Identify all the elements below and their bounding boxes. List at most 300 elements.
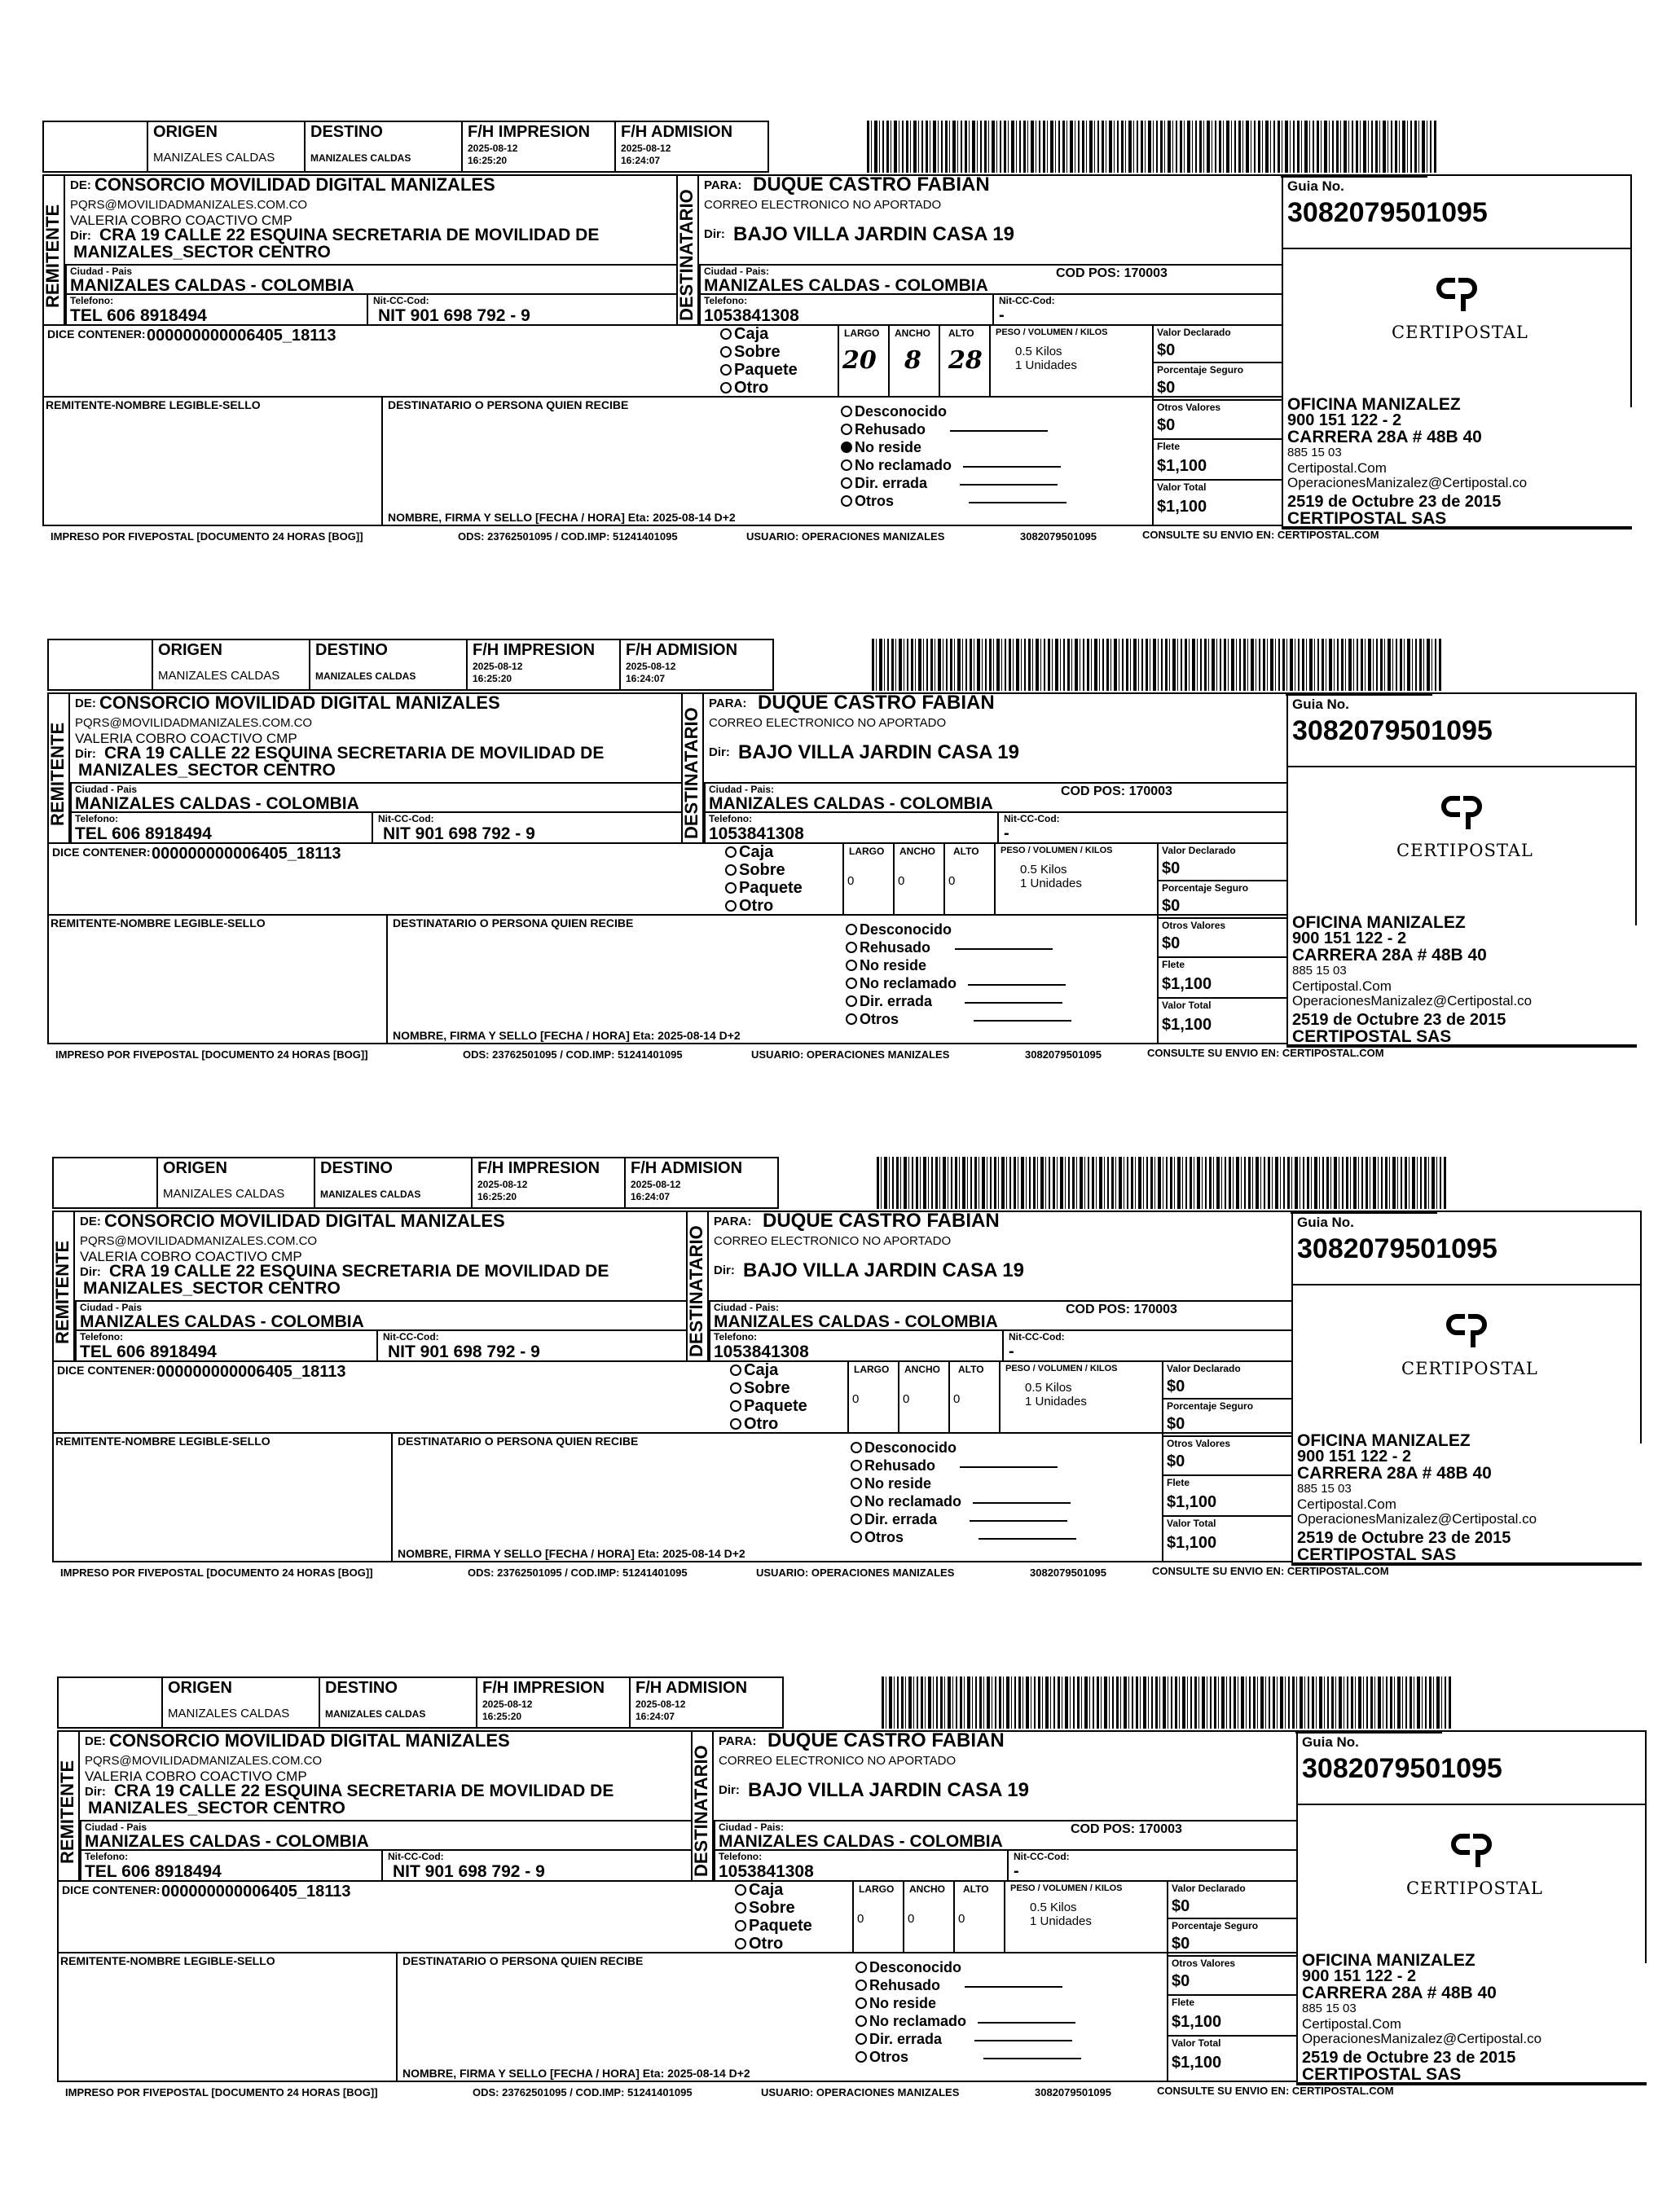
otros-valores-label: Otros Valores — [1167, 1438, 1231, 1449]
ancho-label: ANCHO — [904, 1364, 940, 1375]
fh-admision-time: 16:24:07 — [621, 155, 661, 166]
dest-ciudad-label: Ciudad - Pais: — [709, 784, 775, 795]
ancho-label: ANCHO — [895, 327, 930, 339]
destinatario-recibe-label: DESTINATARIO O PERSONA QUIEN RECIBE — [398, 1435, 639, 1448]
dest-email: CORREO ELECTRONICO NO APORTADO — [709, 716, 947, 730]
dice-contener-label: DICE CONTENER: — [57, 1364, 156, 1377]
destinatario-vertical-label: DESTINATARIO — [676, 189, 697, 321]
logo-text: CERTIPOSTAL — [1396, 841, 1533, 860]
footer-guia: 3082079501095 — [1020, 530, 1097, 543]
oficina-web: Certipostal.Com — [1292, 978, 1392, 994]
ancho-value: 0 — [908, 1912, 915, 1926]
remitente-ciudad: MANIZALES CALDAS - COLOMBIA — [75, 794, 359, 813]
guia-label: Guia No. — [1302, 1734, 1359, 1750]
destino-label: DESTINO — [325, 1679, 398, 1697]
remitente-nit: NIT 901 698 792 - 9 — [388, 1342, 540, 1361]
remitente-tel: TEL 606 8918494 — [70, 306, 207, 325]
valor-total-label: Valor Total — [1157, 481, 1207, 493]
status-rehusado[interactable]: Rehusado — [846, 940, 1053, 955]
package-type-sobre[interactable]: Sobre — [720, 344, 781, 360]
oficina-nit: 900 151 122 - 2 — [1297, 1448, 1412, 1466]
nit-label: Nit-CC-Cod: — [383, 1331, 439, 1342]
certipostal-logo-icon — [1437, 793, 1486, 833]
dest-dir-label: Dir: — [704, 227, 725, 241]
footer-guia: 3082079501095 — [1030, 1567, 1106, 1579]
header-blank-cell — [52, 1157, 158, 1209]
destinatario-vertical-label: DESTINATARIO — [686, 1225, 706, 1357]
cod-pos: COD POS: 170003 — [1056, 266, 1168, 280]
status-no-reclamado[interactable]: No reclamado — [846, 976, 1066, 991]
dest-ciudad: MANIZALES CALDAS - COLOMBIA — [719, 1832, 1003, 1851]
oficina-resolucion: 2519 de Octubre 23 de 2015 — [1292, 1011, 1506, 1029]
fh-impresion-label: F/H IMPRESION — [482, 1679, 605, 1697]
dest-tel: 1053841308 — [704, 306, 799, 325]
dest-dir-label: Dir: — [709, 745, 730, 759]
destino-value: MANIZALES CALDAS — [325, 1708, 426, 1720]
para-value: DUQUE CASTRO FABIAN — [767, 1729, 1005, 1751]
package-type-sobre[interactable]: Sobre — [735, 1900, 795, 1916]
valor-total: $1,100 — [1162, 1016, 1212, 1034]
origen-value: MANIZALES CALDAS — [153, 151, 275, 165]
fh-admision-label: F/H ADMISION — [635, 1679, 748, 1697]
firma-line: NOMBRE, FIRMA Y SELLO [FECHA / HORA] Eta: 2025-08-14 D+2 — [393, 1029, 741, 1042]
remitente-contact: VALERIA COBRO COACTIVO CMP — [70, 213, 292, 228]
guia-label: Guia No. — [1292, 697, 1349, 712]
fh-impresion-date: 2025-08-12 — [473, 661, 523, 672]
oficina-name: OFICINA MANIZALEZ — [1287, 395, 1461, 414]
status-dir-errada[interactable]: Dir. errada — [841, 476, 1058, 490]
footer-impreso: IMPRESO POR FIVEPOSTAL [DOCUMENTO 24 HORAS [BOG]] — [51, 530, 363, 543]
remitente-firma-cell — [52, 1432, 393, 1562]
telefono-label: Telefono: — [85, 1851, 129, 1862]
status-desconocido[interactable]: Desconocido — [846, 922, 952, 937]
flete-label: Flete — [1157, 441, 1181, 452]
peso-kilos: 0.5 Kilos — [1030, 1901, 1077, 1914]
footer-consulte: CONSULTE SU ENVIO EN: CERTIPOSTAL.COM — [1157, 2085, 1394, 2097]
status-dir-errada[interactable]: Dir. errada — [851, 1512, 1067, 1527]
dest-tel: 1053841308 — [714, 1342, 809, 1361]
de-label: DE: — [85, 1734, 106, 1748]
remitente-firma-label: REMITENTE-NOMBRE LEGIBLE-SELLO — [46, 398, 261, 411]
dice-contener-value: 000000000006405_18113 — [156, 1363, 346, 1381]
barcode — [867, 121, 1437, 173]
dest-email: CORREO ELECTRONICO NO APORTADO — [704, 198, 942, 212]
peso-unidades: 1 Unidades — [1020, 877, 1082, 890]
package-type-paquete[interactable]: Paquete — [730, 1398, 807, 1414]
remitente-tel: TEL 606 8918494 — [85, 1862, 222, 1881]
footer-ods: ODS: 23762501095 / COD.IMP: 51241401095 — [473, 2086, 693, 2098]
peso-kilos: 0.5 Kilos — [1020, 863, 1067, 877]
fh-impresion-date: 2025-08-12 — [482, 1698, 533, 1710]
dest-tel-label: Telefono: — [704, 295, 748, 306]
otros-valores: $0 — [1157, 416, 1176, 434]
oficina-company: CERTIPOSTAL SAS — [1292, 1027, 1452, 1046]
remitente-ciudad: MANIZALES CALDAS - COLOMBIA — [80, 1312, 364, 1331]
fh-impresion-date: 2025-08-12 — [477, 1179, 528, 1190]
destinatario-recibe-label: DESTINATARIO O PERSONA QUIEN RECIBE — [402, 1954, 644, 1967]
alto-label: ALTO — [958, 1364, 984, 1375]
largo-label: LARGO — [844, 327, 880, 339]
status-otros[interactable]: Otros — [841, 494, 1066, 508]
remitente-dir-line1: CRA 19 CALLE 22 ESQUINA SECRETARIA DE MOVILIDAD DE — [99, 226, 600, 244]
footer-consulte: CONSULTE SU ENVIO EN: CERTIPOSTAL.COM — [1152, 1565, 1389, 1577]
destino-label: DESTINO — [315, 641, 388, 659]
dir-label: Dir: — [70, 229, 91, 243]
fh-impresion-date: 2025-08-12 — [468, 143, 518, 154]
destino-label: DESTINO — [320, 1159, 393, 1177]
firma-line: NOMBRE, FIRMA Y SELLO [FECHA / HORA] Eta: 2025-08-14 D+2 — [398, 1547, 745, 1560]
otros-valores-label: Otros Valores — [1162, 920, 1226, 931]
shipping-label-3 — [52, 1157, 1538, 1613]
dir-label: Dir: — [75, 747, 96, 761]
status-rehusado[interactable]: Rehusado — [851, 1458, 1058, 1473]
dest-dir: BAJO VILLA JARDIN CASA 19 — [748, 1779, 1029, 1801]
fh-admision-date: 2025-08-12 — [635, 1698, 686, 1710]
flete: $1,100 — [1167, 1493, 1217, 1511]
otros-valores-label: Otros Valores — [1172, 1958, 1236, 1969]
origen-label: ORIGEN — [158, 641, 222, 659]
remitente-ciudad: MANIZALES CALDAS - COLOMBIA — [70, 276, 354, 295]
dest-ciudad-label: Ciudad - Pais: — [704, 266, 770, 277]
alto-value: 0 — [953, 1392, 961, 1406]
destinatario-vertical-label: DESTINATARIO — [691, 1745, 711, 1877]
destinatario-recibe-label: DESTINATARIO O PERSONA QUIEN RECIBE — [388, 398, 629, 411]
dest-email: CORREO ELECTRONICO NO APORTADO — [714, 1234, 952, 1248]
valor-total-label: Valor Total — [1167, 1518, 1216, 1529]
porcentaje-seguro-label: Porcentaje Seguro — [1167, 1400, 1254, 1412]
valor-declarado-label: Valor Declarado — [1172, 1883, 1246, 1894]
footer-ods: ODS: 23762501095 / COD.IMP: 51241401095 — [468, 1567, 688, 1579]
status-no-reside[interactable]: No reside — [846, 958, 926, 973]
de-label: DE: — [75, 697, 96, 710]
ancho-label: ANCHO — [899, 846, 935, 857]
largo-value: 0 — [857, 1912, 864, 1926]
peso-unidades: 1 Unidades — [1030, 1914, 1092, 1928]
fh-impresion-time: 16:25:20 — [473, 673, 512, 684]
status-otros[interactable]: Otros — [855, 2050, 1081, 2064]
peso-unidades: 1 Unidades — [1025, 1395, 1087, 1408]
header-blank-cell — [47, 639, 153, 691]
oficina-resolucion: 2519 de Octubre 23 de 2015 — [1302, 2049, 1516, 2067]
porcentaje-seguro: $0 — [1157, 379, 1176, 397]
ancho-handwritten: 8 — [904, 346, 921, 375]
package-type-otro[interactable]: Otro — [720, 380, 768, 396]
package-type-otro[interactable]: Otro — [725, 898, 773, 914]
package-type-caja[interactable]: Caja — [720, 326, 768, 342]
de-value: CONSORCIO MOVILIDAD DIGITAL MANIZALES — [95, 174, 495, 195]
flete-label: Flete — [1167, 1477, 1190, 1488]
porcentaje-seguro: $0 — [1162, 897, 1181, 915]
footer-ods: ODS: 23762501095 / COD.IMP: 51241401095 — [463, 1048, 683, 1061]
certipostal-logo-icon — [1442, 1312, 1491, 1351]
peso-kilos: 0.5 Kilos — [1025, 1381, 1072, 1395]
de-value: CONSORCIO MOVILIDAD DIGITAL MANIZALES — [99, 692, 500, 713]
remitente-email: PQRS@MOVILIDADMANIZALES.COM.CO — [80, 1234, 318, 1248]
oficina-web: Certipostal.Com — [1287, 460, 1387, 476]
fh-admision-label: F/H ADMISION — [631, 1159, 743, 1177]
oficina-web: Certipostal.Com — [1302, 2016, 1401, 2032]
barcode — [872, 639, 1442, 691]
package-type-paquete[interactable]: Paquete — [725, 880, 803, 896]
status-dir-errada[interactable]: Dir. errada — [855, 2032, 1072, 2046]
otros-valores: $0 — [1172, 1972, 1190, 1990]
remitente-contact: VALERIA COBRO COACTIVO CMP — [85, 1769, 307, 1784]
remitente-dir-line1: CRA 19 CALLE 22 ESQUINA SECRETARIA DE MOVILIDAD DE — [109, 1262, 609, 1281]
status-no-reside[interactable]: No reside — [841, 440, 921, 455]
dest-nit: - — [1014, 1862, 1019, 1880]
porcentaje-seguro-label: Porcentaje Seguro — [1157, 364, 1244, 376]
otros-valores-label: Otros Valores — [1157, 402, 1221, 413]
peso-kilos: 0.5 Kilos — [1015, 345, 1062, 358]
footer-impreso: IMPRESO POR FIVEPOSTAL [DOCUMENTO 24 HORAS [BOG]] — [65, 2086, 378, 2098]
remitente-firma-cell — [47, 914, 388, 1044]
largo-value: 0 — [847, 874, 855, 888]
para-value: DUQUE CASTRO FABIAN — [763, 1210, 1000, 1232]
destino-value: MANIZALES CALDAS — [320, 1189, 421, 1200]
remitente-dir-line2: MANIZALES_SECTOR CENTRO — [73, 243, 331, 261]
logo-text: CERTIPOSTAL — [1392, 323, 1528, 342]
status-desconocido[interactable]: Desconocido — [841, 404, 947, 419]
oficina-name: OFICINA MANIZALEZ — [1292, 913, 1466, 932]
oficina-tel: 885 15 03 — [1302, 2002, 1357, 2015]
remitente-vertical-label: REMITENTE — [42, 204, 63, 308]
dest-ciudad: MANIZALES CALDAS - COLOMBIA — [714, 1312, 998, 1331]
para-label: PARA: — [704, 178, 742, 192]
oficina-name: OFICINA MANIZALEZ — [1302, 1951, 1475, 1970]
remitente-nit: NIT 901 698 792 - 9 — [383, 824, 535, 843]
cod-pos: COD POS: 170003 — [1061, 784, 1172, 798]
oficina-tel: 885 15 03 — [1287, 446, 1342, 459]
remitente-vertical-label: REMITENTE — [52, 1240, 73, 1344]
valor-declarado: $0 — [1157, 341, 1176, 359]
origen-label: ORIGEN — [168, 1679, 232, 1697]
dir-label: Dir: — [85, 1785, 106, 1799]
remitente-contact: VALERIA COBRO COACTIVO CMP — [75, 731, 297, 746]
porcentaje-seguro: $0 — [1167, 1415, 1185, 1433]
flete: $1,100 — [1162, 975, 1212, 993]
status-no-reside[interactable]: No reside — [851, 1476, 931, 1491]
oficina-dir: CARRERA 28A # 48B 40 — [1302, 1984, 1497, 2002]
flete-label: Flete — [1172, 1997, 1195, 2008]
status-dir-errada[interactable]: Dir. errada — [846, 994, 1062, 1009]
remitente-vertical-label: REMITENTE — [47, 722, 68, 826]
package-type-paquete[interactable]: Paquete — [720, 362, 798, 378]
oficina-nit: 900 151 122 - 2 — [1302, 1967, 1417, 1985]
guia-value: 3082079501095 — [1287, 197, 1488, 228]
oficina-dir: CARRERA 28A # 48B 40 — [1297, 1464, 1492, 1483]
oficina-nit: 900 151 122 - 2 — [1292, 929, 1407, 947]
status-rehusado[interactable]: Rehusado — [841, 422, 1048, 437]
footer-consulte: CONSULTE SU ENVIO EN: CERTIPOSTAL.COM — [1147, 1047, 1384, 1059]
barcode — [877, 1157, 1447, 1209]
alto-value: 0 — [948, 874, 956, 888]
ciudad-label: Ciudad - Pais — [80, 1302, 143, 1313]
footer-usuario: USUARIO: OPERACIONES MANIZALES — [756, 1567, 955, 1579]
remitente-dir-line1: CRA 19 CALLE 22 ESQUINA SECRETARIA DE MOVILIDAD DE — [104, 744, 605, 762]
alto-handwritten: 28 — [948, 346, 983, 375]
ancho-value: 0 — [898, 874, 905, 888]
oficina-tel: 885 15 03 — [1292, 964, 1347, 978]
barcode — [882, 1676, 1452, 1729]
para-label: PARA: — [719, 1734, 757, 1748]
valor-declarado-label: Valor Declarado — [1162, 845, 1236, 856]
dest-nit: - — [999, 306, 1005, 324]
fh-admision-date: 2025-08-12 — [626, 661, 676, 672]
dest-nit-label: Nit-CC-Cod: — [1009, 1331, 1065, 1342]
dest-tel: 1053841308 — [709, 824, 804, 843]
origen-label: ORIGEN — [163, 1159, 227, 1177]
largo-value: 0 — [852, 1392, 860, 1406]
valor-total: $1,100 — [1157, 498, 1207, 516]
remitente-ciudad: MANIZALES CALDAS - COLOMBIA — [85, 1832, 369, 1851]
shipping-label-2 — [47, 639, 1533, 1095]
footer-impreso: IMPRESO POR FIVEPOSTAL [DOCUMENTO 24 HORAS [BOG]] — [60, 1567, 373, 1579]
dest-ciudad: MANIZALES CALDAS - COLOMBIA — [709, 794, 993, 813]
footer-usuario: USUARIO: OPERACIONES MANIZALES — [746, 530, 945, 543]
telefono-label: Telefono: — [70, 295, 114, 306]
de-value: CONSORCIO MOVILIDAD DIGITAL MANIZALES — [109, 1730, 510, 1751]
dest-nit: - — [1004, 824, 1009, 842]
status-no-reclamado[interactable]: No reclamado — [855, 2014, 1075, 2028]
origen-value: MANIZALES CALDAS — [158, 669, 280, 683]
telefono-label: Telefono: — [75, 813, 119, 824]
oficina-email: OperacionesManizalez@Certipostal.co — [1297, 1511, 1537, 1527]
footer-guia: 3082079501095 — [1035, 2086, 1111, 2098]
oficina-dir: CARRERA 28A # 48B 40 — [1287, 428, 1482, 446]
fh-admision-date: 2025-08-12 — [631, 1179, 681, 1190]
largo-label: LARGO — [854, 1364, 890, 1375]
status-desconocido[interactable]: Desconocido — [851, 1440, 957, 1455]
remitente-firma-cell — [42, 396, 383, 526]
remitente-dir-line2: MANIZALES_SECTOR CENTRO — [88, 1799, 345, 1817]
valor-total: $1,100 — [1167, 1534, 1217, 1552]
flete: $1,100 — [1172, 2013, 1222, 2031]
peso-label: PESO / VOLUMEN / KILOS — [996, 327, 1108, 337]
shipping-label-1 — [42, 121, 1528, 577]
package-type-sobre[interactable]: Sobre — [725, 862, 785, 878]
fh-impresion-time: 16:25:20 — [468, 155, 508, 166]
para-label: PARA: — [714, 1215, 752, 1228]
alto-value: 0 — [958, 1912, 965, 1926]
dest-dir-label: Dir: — [719, 1783, 740, 1797]
valor-total-label: Valor Total — [1162, 1000, 1212, 1011]
peso-label: PESO / VOLUMEN / KILOS — [1001, 846, 1113, 855]
cod-pos: COD POS: 170003 — [1071, 1822, 1182, 1836]
otros-valores: $0 — [1162, 934, 1181, 952]
dice-contener-value: 000000000006405_18113 — [152, 845, 341, 863]
remitente-firma-label: REMITENTE-NOMBRE LEGIBLE-SELLO — [51, 916, 266, 929]
dest-ciudad-label: Ciudad - Pais: — [719, 1821, 785, 1833]
status-rehusado[interactable]: Rehusado — [855, 1978, 1062, 1993]
telefono-label: Telefono: — [80, 1331, 124, 1342]
origen-label: ORIGEN — [153, 123, 218, 141]
oficina-resolucion: 2519 de Octubre 23 de 2015 — [1297, 1529, 1511, 1547]
certipostal-logo-icon — [1447, 1831, 1496, 1870]
destino-value: MANIZALES CALDAS — [310, 152, 411, 164]
header-blank-cell — [57, 1676, 163, 1729]
package-type-otro[interactable]: Otro — [730, 1416, 778, 1432]
remitente-firma-label: REMITENTE-NOMBRE LEGIBLE-SELLO — [55, 1435, 270, 1448]
dest-nit: - — [1009, 1342, 1014, 1360]
oficina-company: CERTIPOSTAL SAS — [1297, 1545, 1457, 1564]
guia-value: 3082079501095 — [1297, 1233, 1497, 1264]
remitente-tel: TEL 606 8918494 — [75, 824, 212, 843]
dest-tel: 1053841308 — [719, 1862, 814, 1881]
fh-admision-time: 16:24:07 — [635, 1711, 675, 1722]
porcentaje-seguro: $0 — [1172, 1935, 1190, 1953]
origen-value: MANIZALES CALDAS — [168, 1707, 290, 1720]
package-type-caja[interactable]: Caja — [730, 1362, 778, 1378]
destinatario-recibe-label: DESTINATARIO O PERSONA QUIEN RECIBE — [393, 916, 634, 929]
logo-text: CERTIPOSTAL — [1406, 1879, 1543, 1898]
footer-usuario: USUARIO: OPERACIONES MANIZALES — [761, 2086, 960, 2098]
valor-declarado: $0 — [1162, 859, 1181, 877]
oficina-company: CERTIPOSTAL SAS — [1287, 509, 1447, 528]
remitente-tel: TEL 606 8918494 — [80, 1342, 217, 1361]
oficina-tel: 885 15 03 — [1297, 1482, 1352, 1496]
fh-impresion-label: F/H IMPRESION — [477, 1159, 600, 1177]
alto-label: ALTO — [963, 1883, 989, 1895]
ancho-value: 0 — [903, 1392, 910, 1406]
cod-pos: COD POS: 170003 — [1066, 1303, 1177, 1316]
footer-impreso: IMPRESO POR FIVEPOSTAL [DOCUMENTO 24 HORAS [BOG]] — [55, 1048, 368, 1061]
de-label: DE: — [70, 178, 91, 192]
package-type-sobre[interactable]: Sobre — [730, 1380, 790, 1396]
status-desconocido[interactable]: Desconocido — [855, 1960, 961, 1975]
largo-label: LARGO — [859, 1883, 895, 1895]
status-otros[interactable]: Otros — [851, 1530, 1076, 1545]
status-no-reside[interactable]: No reside — [855, 1996, 936, 2010]
ciudad-label: Ciudad - Pais — [75, 784, 138, 795]
valor-declarado: $0 — [1167, 1378, 1185, 1395]
firma-line: NOMBRE, FIRMA Y SELLO [FECHA / HORA] Eta: 2025-08-14 D+2 — [388, 511, 736, 524]
package-type-paquete[interactable]: Paquete — [735, 1918, 812, 1934]
dest-email: CORREO ELECTRONICO NO APORTADO — [719, 1754, 957, 1768]
remitente-nit: NIT 901 698 792 - 9 — [393, 1862, 545, 1881]
remitente-dir-line1: CRA 19 CALLE 22 ESQUINA SECRETARIA DE MOVILIDAD DE — [114, 1782, 614, 1800]
firma-line: NOMBRE, FIRMA Y SELLO [FECHA / HORA] Eta: 2025-08-14 D+2 — [402, 2067, 750, 2080]
destinatario-vertical-label: DESTINATARIO — [681, 707, 701, 839]
valor-declarado-label: Valor Declarado — [1167, 1363, 1241, 1374]
peso-unidades: 1 Unidades — [1015, 358, 1077, 372]
dest-tel-label: Telefono: — [714, 1331, 758, 1342]
fh-admision-time: 16:24:07 — [631, 1191, 671, 1202]
para-value: DUQUE CASTRO FABIAN — [753, 174, 990, 196]
porcentaje-seguro-label: Porcentaje Seguro — [1172, 1920, 1259, 1931]
fh-impresion-label: F/H IMPRESION — [468, 123, 591, 141]
package-type-otro[interactable]: Otro — [735, 1936, 783, 1952]
dest-dir-label: Dir: — [714, 1263, 735, 1277]
status-no-reclamado[interactable]: No reclamado — [841, 458, 1061, 472]
shipping-label-4 — [57, 1676, 1543, 2133]
dice-contener-value: 000000000006405_18113 — [161, 1883, 351, 1901]
status-no-reclamado[interactable]: No reclamado — [851, 1494, 1071, 1509]
package-type-caja[interactable]: Caja — [725, 844, 773, 860]
ciudad-label: Ciudad - Pais — [70, 266, 133, 277]
dice-contener-label: DICE CONTENER: — [62, 1883, 161, 1896]
flete: $1,100 — [1157, 457, 1207, 475]
logo-text: CERTIPOSTAL — [1401, 1359, 1538, 1378]
oficina-web: Certipostal.Com — [1297, 1496, 1396, 1512]
oficina-dir: CARRERA 28A # 48B 40 — [1292, 946, 1487, 965]
remitente-nit: NIT 901 698 792 - 9 — [378, 306, 530, 325]
status-otros[interactable]: Otros — [846, 1012, 1071, 1026]
nit-label: Nit-CC-Cod: — [378, 813, 434, 824]
package-type-caja[interactable]: Caja — [735, 1882, 783, 1898]
dir-label: Dir: — [80, 1265, 101, 1279]
peso-label: PESO / VOLUMEN / KILOS — [1010, 1883, 1123, 1893]
fh-impresion-time: 16:25:20 — [477, 1191, 517, 1202]
